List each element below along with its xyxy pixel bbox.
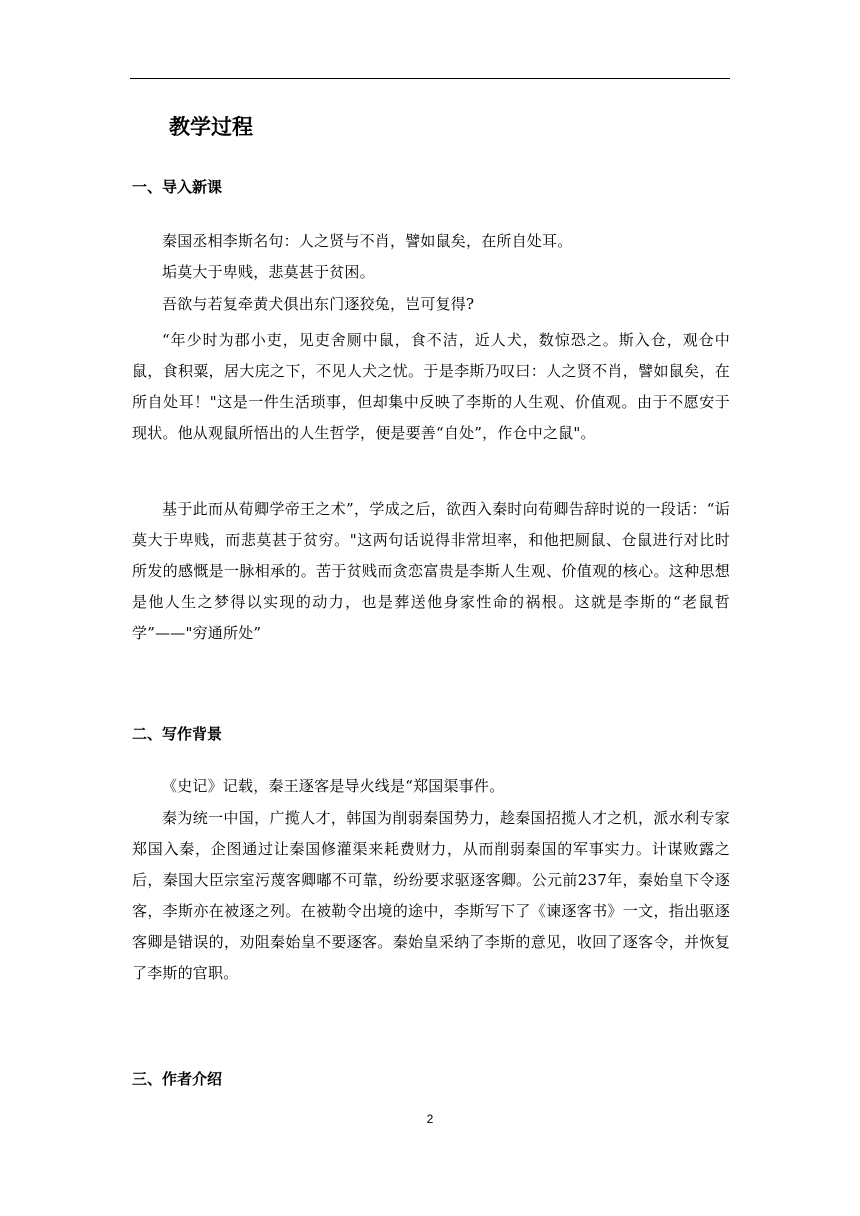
paragraph: 秦为统一中国，广揽人才，韩国为削弱秦国势力，趁秦国招揽人才之机，派水利专家郑国入秦，企图通过让秦国修灌渠来耗费财力，从而削弱秦国的军事实力。计谋败露之后，秦国大臣宗室污蔑客卿嘟不可靠，纷纷要求驱逐客卿。公元前237年，秦始皇下令逐客，李斯亦在被逐之列。在被勒令出境的途中，李斯写下了《谏逐客书》一文，指出驱逐客卿是错误的，劝阻秦始皇不要逐客。秦始皇采纳了李斯的意见，收回了逐客令，并恢复了李斯的官职。	[132, 809, 730, 982]
paragraph: 秦国丞相李斯名句：人之贤与不肖，譬如鼠矣，在所自处耳。	[162, 232, 573, 250]
page-title: 教学过程	[169, 115, 253, 139]
paragraph: 《史记》记载，秦王逐客是导火线是“郑国渠事件。	[162, 777, 505, 795]
paragraph: “年少时为郡小吏，见吏舍厕中鼠，食不洁，近人犬，数惊恐之。斯入仓，观仓中鼠，食积粟，居大庑之下，不见人犬之忧。于是李斯乃叹曰：人之贤不肖，譬如鼠矣，在所自处耳！"这是一件生活琐事，但却集中反映了李斯的人生观、价值观。由于不愿安于现状。他从观鼠所悟出的人生哲学，便是要善“自处”，作仓中之鼠"。	[132, 331, 730, 442]
paragraph: 基于此而从荀卿学帝王之术”，学成之后，欲西入秦时向荀卿告辞时说的一段话：“诟莫大于卑贱，而悲莫甚于贫穷。"这两句话说得非常坦率，和他把厕鼠、仓鼠进行对比时所发的感慨是一脉相承的。苦于贫贱而贪恋富贵是李斯人生观、价值观的核心。这种思想是他人生之梦得以实现的动力，也是葬送他身家性命的祸根。这就是李斯的“老鼠哲学”——"穷通所处”	[132, 500, 730, 642]
section-heading-intro: 一、导入新课	[132, 178, 223, 196]
paragraph: 垢莫大于卑贱，悲莫甚于贫困。	[162, 263, 375, 281]
page-number: 2	[426, 1112, 434, 1126]
section-heading-background: 二、写作背景	[132, 725, 223, 743]
section-heading-author: 三、作者介绍	[132, 1070, 223, 1088]
header-rule	[130, 78, 730, 79]
paragraph: 吾欲与若复牵黄犬俱出东门逐狡兔，岂可复得?	[162, 295, 475, 313]
